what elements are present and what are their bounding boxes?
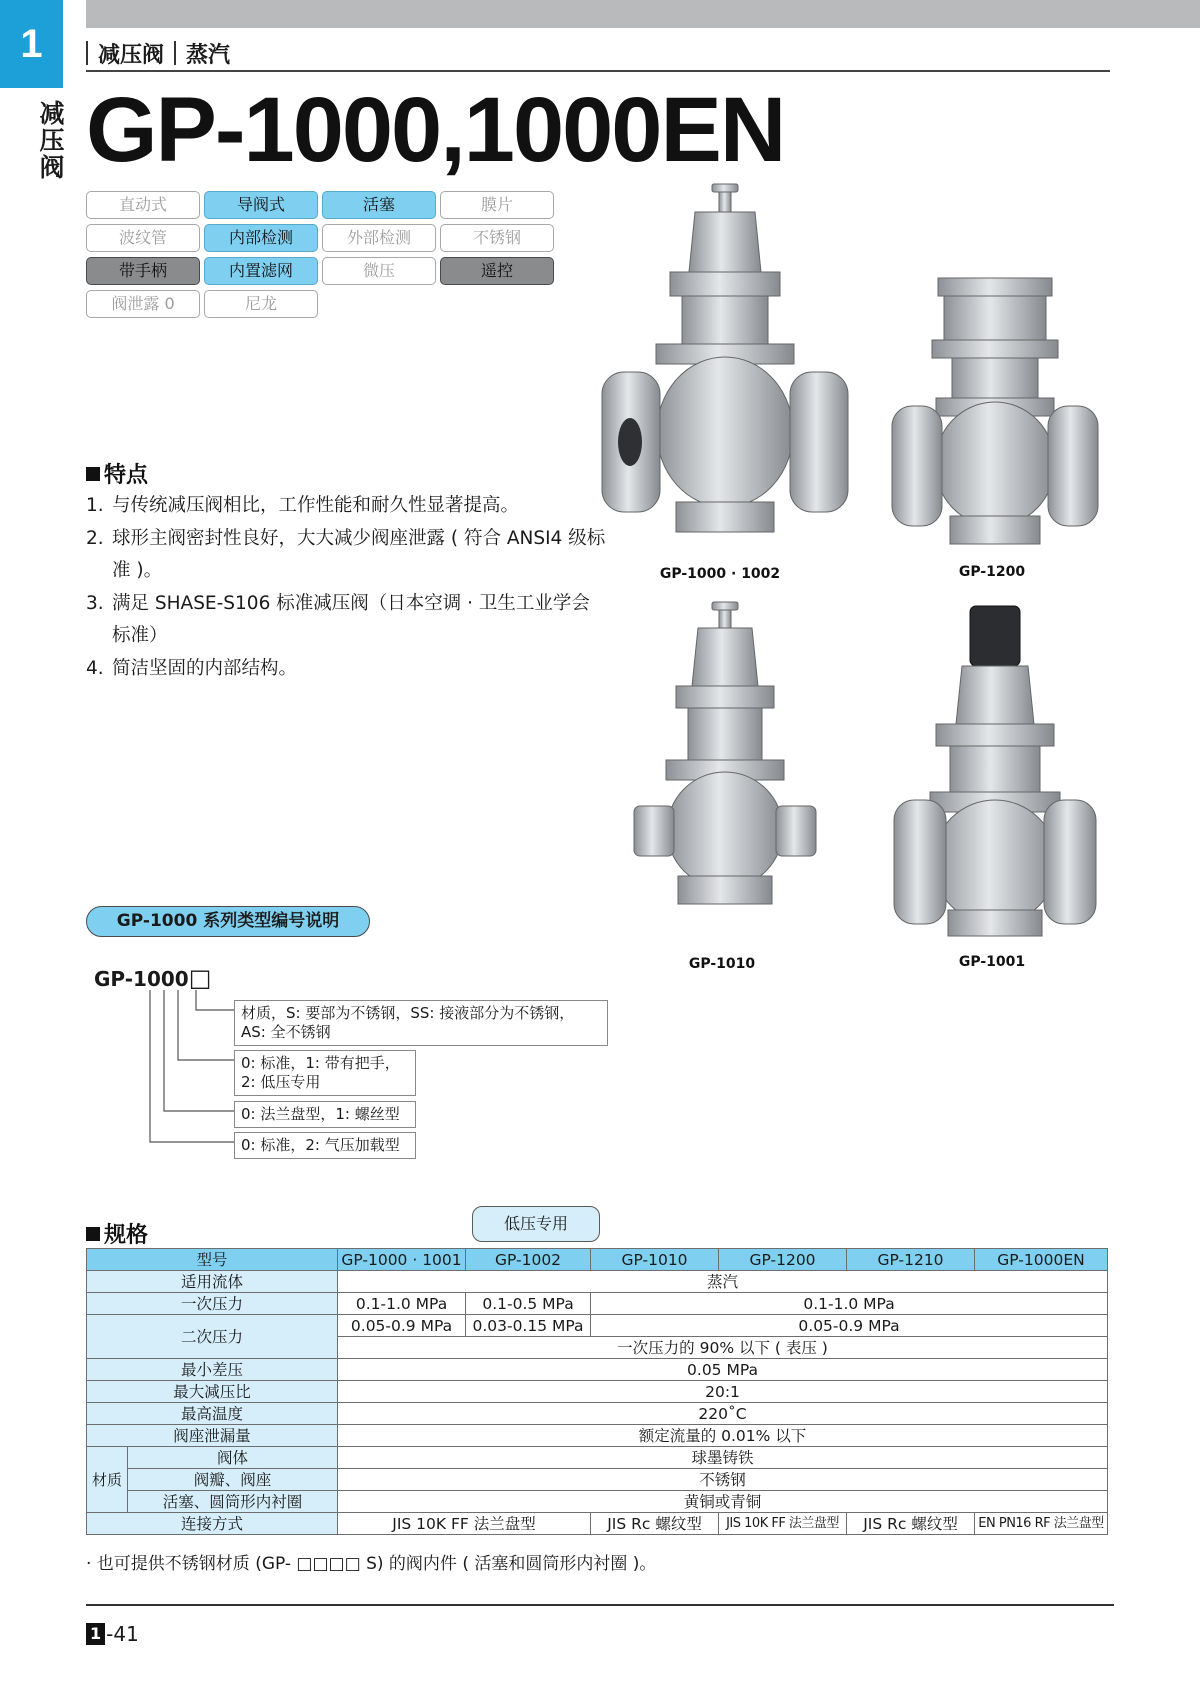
tag-handle: 带手柄 [86,257,200,285]
breadcrumb-category: 减压阀 [98,42,165,68]
valve-photo-gp1010 [630,600,820,940]
valve-photo-gp1000 [600,182,850,562]
tag-internal-sensing: 内部检测 [204,224,318,252]
feature-item: 2. 球形主阀密封性良好，大大减少阀座泄露 ( 符合 ANSI4 级标准 )。 [86,527,606,581]
table-row: 阀瓣、阀座 不锈钢 [87,1469,1108,1491]
valve-photo-gp1001 [890,600,1100,940]
breadcrumb [86,36,1110,72]
table-row: 型号 GP-1000 · 1001 GP-1002 GP-1010 GP-1200 GP-1210 GP-1000EN [87,1249,1108,1271]
feature-item: 1. 与传统减压阀相比，工作性能和耐久性显著提高。 [86,495,520,516]
code-option-material: 材质，S: 要部为不锈钢，SS: 接液部分为不锈钢， AS: 全不锈钢 [234,1000,608,1046]
spec-table [86,1248,1108,1535]
page-title: GP-1000,1000EN [86,79,785,181]
photo-caption: GP-1000 · 1002 [659,566,781,582]
tag-strainer: 内置滤网 [204,257,318,285]
breadcrumb-divider [86,41,88,65]
top-gray-band [86,0,1200,28]
photo-caption: GP-1001 [958,954,1026,970]
table-row: 最小差压 0.05 MPa [87,1359,1108,1381]
model-code-pill: GP-1000 系列类型编号说明 [86,906,370,937]
model-code-connector-lines [140,988,240,1158]
table-row: 阀座泄漏量 额定流量的 0.01% 以下 [87,1425,1108,1447]
code-option-load: 0: 标准，2: 气压加载型 [234,1132,416,1159]
tag-nylon: 尼龙 [204,290,318,318]
code-option-handle: 0: 标准，1: 带有把手， 2: 低压专用 [234,1050,416,1096]
heading-square-icon [86,467,100,481]
model-code: GP-1000□ [94,964,212,992]
tag-diaphragm: 膜片 [440,191,554,219]
tag-micro-pressure: 微压 [322,257,436,285]
features-heading: 特点 [86,458,148,489]
specs-heading: 规格 [86,1218,148,1249]
footnote: · 也可提供不锈钢材质 (GP- □□□□ S) 的阀内件 ( 活塞和圆筒形内衬圈 )。 [86,1554,657,1574]
photo-caption: GP-1010 [688,956,756,972]
code-slot-box: □ [188,964,212,992]
feature-item: 3. 满足 SHASE-S106 标准减压阀（日本空调 · 卫生工业学会标准） [86,592,590,646]
breadcrumb-sub: 蒸汽 [186,42,231,68]
table-row: 材质 阀体 球墨铸铁 [87,1447,1108,1469]
photo-caption: GP-1200 [958,564,1026,580]
tag-remote: 遥控 [440,257,554,285]
tag-stainless: 不锈钢 [440,224,554,252]
feature-item: 4. 简洁坚固的内部结构。 [86,657,298,679]
table-row: 一次压力 0.1-1.0 MPa 0.1-0.5 MPa 0.1-1.0 MPa [87,1293,1108,1315]
table-row: 二次压力 0.05-0.9 MPa 0.03-0.15 MPa 0.05-0.9 MPa [87,1315,1108,1337]
breadcrumb-divider [174,41,176,65]
tag-pilot: 导阀式 [204,191,318,219]
tag-bellows: 波纹管 [86,224,200,252]
page-number: 1 -41 [86,1622,139,1646]
table-row: 最高温度 220˚C [87,1403,1108,1425]
table-row: 活塞、圆筒形内衬圈 黄铜或青铜 [87,1491,1108,1513]
chapter-number: 1 [0,0,63,88]
table-row: 一次压力的 90% 以下 ( 表压 ) [87,1337,1108,1359]
valve-photo-gp1200 [890,276,1100,556]
heading-square-icon [86,1227,100,1241]
side-category-label: 减压阀 [36,100,65,181]
features-list [86,490,606,685]
tag-zero-leak: 阀泄露 0 [86,290,200,318]
tag-external-sensing: 外部检测 [322,224,436,252]
tag-direct: 直动式 [86,191,200,219]
tag-piston: 活塞 [322,191,436,219]
code-option-connection: 0: 法兰盘型，1: 螺丝型 [234,1101,416,1128]
table-row: 连接方式 JIS 10K FF 法兰盘型 JIS Rc 螺纹型 JIS 10K FF 法兰盘型 JIS Rc 螺纹型 EN PN16 RF 法兰盘型 [87,1513,1108,1535]
low-pressure-badge: 低压专用 [472,1206,600,1242]
table-row: 适用流体 蒸汽 [87,1271,1108,1293]
table-row: 最大减压比 20:1 [87,1381,1108,1403]
bottom-divider [86,1604,1114,1606]
